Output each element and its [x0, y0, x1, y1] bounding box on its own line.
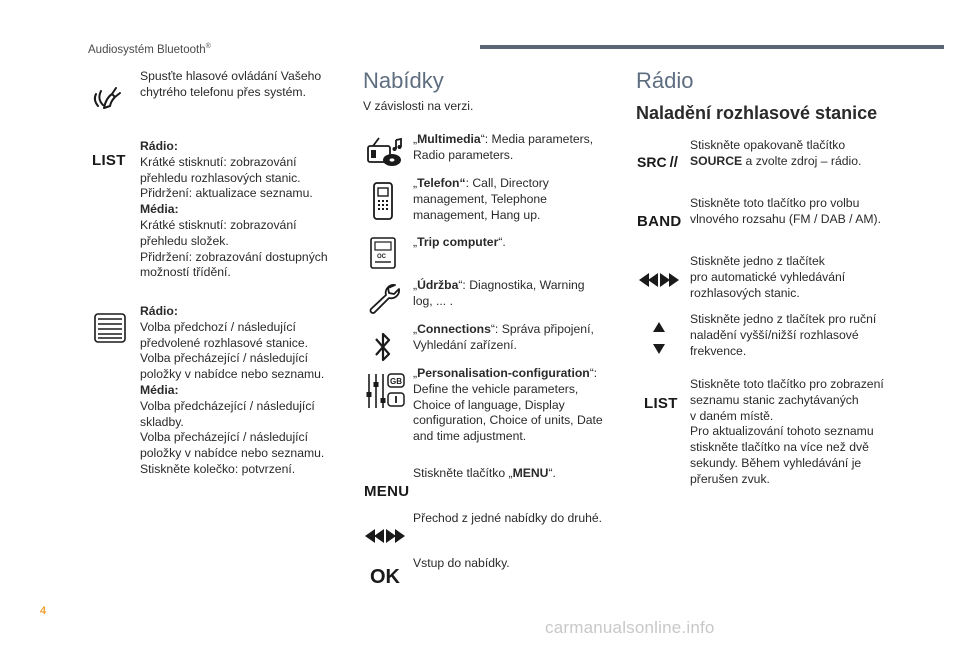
- menu-trip-text: „Trip computer“.: [413, 235, 506, 249]
- menu-udrzba-text: „Údržba“: Diagnostika, Warning log, ... .: [413, 278, 585, 308]
- list-stations-description: Stiskněte toto tlačítko pro zobrazení seznamu stanic zachytávaných v daném místě. Pro aktualizování tohoto seznamu stiskněte tlačítko na více než dvě sekundy. Během vyhledávání je přerušen zvuk.: [690, 377, 884, 486]
- telephone-icon: [370, 182, 396, 225]
- voice-command-text: Spusťte hlasové ovládání Vašeho chytrého telefonu přes systém.: [140, 69, 322, 99]
- band-description: Stiskněte toto tlačítko pro volbu vlnového rozsahu (FM / DAB / AM).: [690, 196, 882, 226]
- section-title-nabidky: Nabídky: [363, 68, 444, 93]
- multimedia-icon: [365, 134, 405, 173]
- page-number: 4: [40, 605, 47, 617]
- left-right-arrows-icon: [365, 528, 405, 544]
- up-down-arrows-icon: [652, 321, 666, 355]
- list-description: Rádio: Krátké stisknutí: zobrazování přehledu rozhlasových stanic. Přidržení: aktualizace seznamu. Média: Krátké stisknutí: zobrazování přehledu složek. Přidržení: zobrazování dostupných možností třídění.: [140, 139, 328, 280]
- src-description: Stiskněte opakovaně tlačítko SOURCE a zvolte zdroj – rádio.: [690, 138, 862, 168]
- section-title-radio: Rádio: [636, 68, 694, 93]
- thumbwheel-icon: [93, 313, 127, 348]
- list-stations-button-icon: LIST: [644, 395, 678, 412]
- menu-multimedia-text: „Multimedia“: Media parameters, Radio parameters.: [413, 132, 594, 162]
- thumbwheel-description: Rádio: Volba předchozí / následující předvolené rozhlasové stanice. Volba přecházející / následující položky v nabídce nebo seznamu. Média: Volba předcházející / následující skladby. Volba přecházející / následující položky v nabídce nebo seznamu. Stiskněte kolečko: potvrzení.: [140, 304, 325, 476]
- menu-button-text: Stiskněte tlačítko „MENU“.: [413, 466, 556, 480]
- manual-tuning-description: Stiskněte jedno z tlačítek pro ruční naladění vyšší/nižší rozhlasové frekvence.: [690, 312, 877, 358]
- svg-text:OC: OC: [377, 254, 386, 260]
- menu-button-icon: MENU: [364, 483, 410, 500]
- header-divider: [480, 45, 944, 49]
- trip-computer-icon: [368, 237, 398, 274]
- menu-ok-text: Vstup do nabídky.: [413, 556, 510, 570]
- ok-button-icon: OK: [370, 566, 400, 588]
- watermark: carmanualsonline.info: [545, 618, 715, 637]
- menu-personalisation-text: „Personalisation-configuration“: Define the vehicle parameters, Choice of language, Display configuration, Choice of units, Date and time adjustment.: [413, 366, 603, 444]
- settings-config-icon: [365, 372, 407, 415]
- bluetooth-icon: [373, 330, 393, 369]
- svg-text:GB: GB: [390, 377, 402, 386]
- menu-connections-text: „Connections“: Správa připojení, Vyhledání zařízení.: [413, 322, 594, 352]
- src-button-icon: SRC //: [637, 154, 678, 171]
- seek-arrows-icon: [639, 272, 679, 288]
- subsection-title-tuning: Naladění rozhlasové stanice: [636, 103, 878, 123]
- seek-description: Stiskněte jedno z tlačítek pro automatické vyhledávání rozhlasových stanic.: [690, 254, 846, 300]
- menu-switch-text: Přechod z jedné nabídky do druhé.: [413, 511, 603, 525]
- menu-telefon-text: „Telefon“: Call, Directory management, Telephone management, Hang up.: [413, 176, 549, 222]
- running-header: Audiosystém Bluetooth®: [88, 43, 211, 56]
- band-button-icon: BAND: [637, 213, 682, 230]
- nabidky-intro: V závislosti na verzi.: [363, 99, 474, 113]
- list-button-icon: LIST: [92, 152, 126, 169]
- voice-command-icon: [90, 82, 124, 117]
- wrench-icon: [367, 281, 401, 320]
